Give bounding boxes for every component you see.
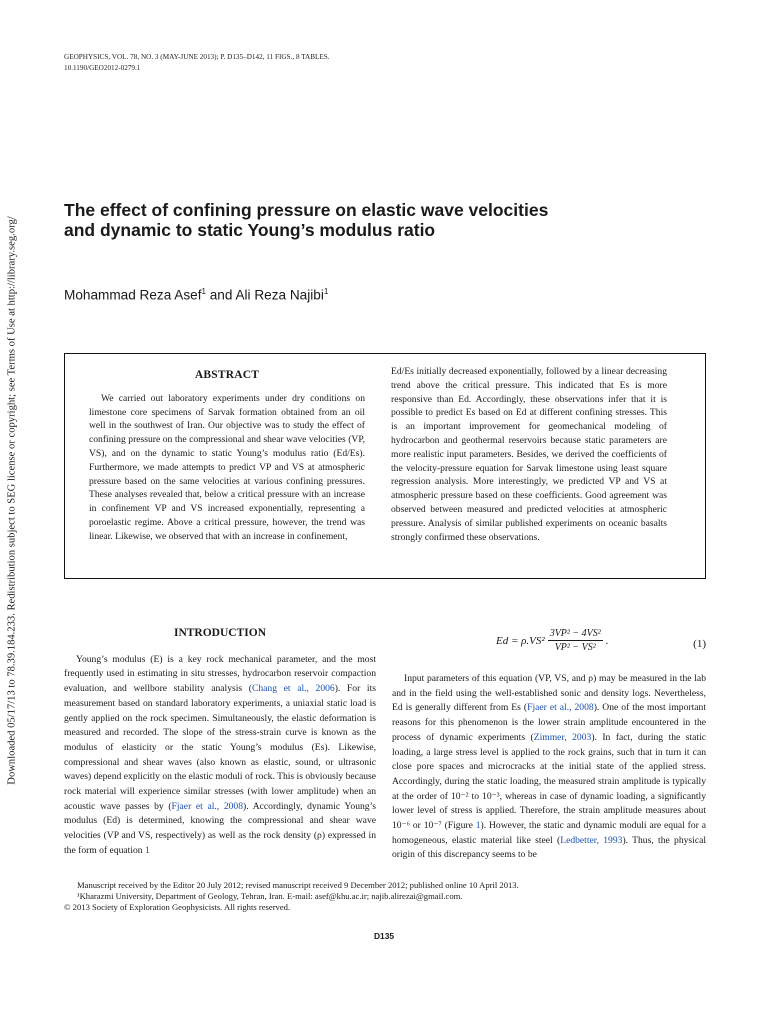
journal-header [64,52,330,74]
body-text: ). Accordingly, dynamic Young’s modulus (Ed) is determined, knowing the compressional and shear wave velocities (VP and VS, respectively) as well as the rock density (ρ) expressed in the form of equation [64,800,376,856]
author-name: Ali Reza Najibi [235,287,324,303]
introduction-column [64,626,376,859]
equation-body [496,628,609,653]
affiliation-marker: 1 [201,287,206,296]
equation-denominator: VP² − VS² [554,642,596,653]
body-text: ). In fact, during the static loading, a large stress level is applied to the rock grains, such that in turn it can close pore spaces and microcracks at the initial state of the applied stress. Accordingly, during the static loading, the measured strain amplitude is typically at the order of 10⁻² to 10⁻³, whereas in case of dynamic loading, a significantly lower level of stress is applied. Therefore, the strain amplitude measures about 10⁻⁶ or 10⁻⁷ (Figure [392,731,706,832]
body-text: ). However, the static and dynamic moduli are equal for a homogeneous, elastic material like steel ( [392,820,706,846]
affiliation-note: ¹Kharazmi University, Department of Geology, Tehran, Iran. E-mail: asef@khu.ac.ir; najib.alirezai@gmail.com. [77,891,463,902]
affiliation-marker: 1 [323,287,329,296]
title-line-2: and dynamic to static Young’s modulus ratio [64,220,436,240]
equation-lhs: Ed = ρ.VS² [496,634,545,647]
abstract-heading: ABSTRACT [194,369,260,381]
author-list [64,287,328,303]
right-body-paragraph [392,672,706,863]
author-name: Mohammad Reza Asef [64,287,202,303]
figure-link[interactable]: 1 [475,820,481,832]
introduction-heading: INTRODUCTION [173,627,266,639]
body-text: ). One of the most important reasons for this phenomenon is the lower strain amplitude encountered in the process of dynamic experiments ( [392,702,706,743]
equation-link[interactable]: 1 [145,844,150,856]
author-connector: and [205,287,236,303]
equation-number: (1) [693,638,706,650]
abstract-left-column [89,365,365,544]
body-text: Young’s modulus (E) is a key rock mechanical parameter, and the most frequently used in estimating in situ stresses, hydrocarbon reservoir compaction evaluation, and wellbore stability analysis ( [64,653,376,695]
citation-link[interactable]: Ledbetter, 1993 [560,834,623,846]
abstract-box [64,353,706,579]
right-body-column [392,672,706,863]
body-text: ). For its measurement based on standard laboratory experiments, a uniaxial static load is gently applied on the rock specimen. Simultaneously, the elastic deformation is measured and recorded. The slope of the stress-strain curve is known as the modulus of elasticity or the static Young’s modulus (Es). Likewise, compressional and shear waves (also known as elastic, sound, or ultrasonic waves) depend explicitly on the elastic moduli of rock. This is obviously because rock material will experience similar stresses (with lower amplitude) when an acoustic wave passes by ( [64,683,376,812]
equation-numerator: 3VP² − 4VS² [549,628,601,639]
footnotes [64,880,704,914]
introduction-paragraph [64,653,376,859]
copyright-notice: © 2013 Society of Exploration Geophysicists. All rights reserved. [64,902,291,913]
paper-title [64,200,704,240]
equation-fraction [548,628,603,653]
body-text: ). Thus, the physical origin of this discrepancy seems to be [392,834,706,861]
citation-link[interactable]: Zimmer, 2003 [533,731,592,743]
citation-link[interactable]: Chang et al., 2006 [251,683,335,695]
doi: 10.1190/GEO2012-0279.1 [64,64,141,72]
abstract-text-left: We carried out laboratory experiments under dry conditions on limestone core specimens of Sarvak formation obtained from an oil well in the southwest of Iran. Our objective was to study the effect of confining pressure on the compressional and shear wave velocities (VP, VS), and on the dynamic to static Young’s modulus ratio (Ed/Es). Furthermore, we made attempts to predict VP and VS at atmospheric pressure based on the same velocities at various confining pressures. These analyses revealed that, below a critical pressure with an increase in confinement VP and VS increased exponentially, representing a poroelastic regime. Above a critical pressure, however, the trend was linear. Likewise, we observed that with an increase in confinement, [89,392,365,542]
download-notice [4,150,20,850]
page-number: D135 [373,931,395,941]
abstract-text-right: Ed/Es initially decreased exponentially, followed by a linear decreasing trend above the critical pressure. This indicated that Es is more responsive than Ed. Accordingly, these observations infer that it is possible to predict Es based on Ed at different confining stresses. This is an important improvement for geomechanical modeling of hydrocarbon and geothermal reservoirs because static parameters are more realistic input parameters. Besides, we derived the coefficients of the velocity-pressure equation for Sarvak limestone using least square regression analysis. More interestingly, we predicted VP and VS at atmospheric pressure based on these coefficients. Good agreement was observed between measured and predicted velocities at atmospheric pressure. Analysis of similar published experiments on oceanic basalts strongly confirmed these observations. [391,366,667,543]
download-notice-text: Downloaded 05/17/13 to 78.39.184.233. Redistribution subject to SEG license or copyright; see Terms of Use at http://library.seg.org/ [6,215,18,785]
equation-period: . [605,634,609,647]
equation-1 [392,624,706,664]
manuscript-dates: Manuscript received by the Editor 20 July 2012; revised manuscript received 9 December 2012; published online 10 April 2013. [77,880,519,890]
citation-link[interactable]: Fjaer et al., 2008 [171,800,244,812]
citation-link[interactable]: Fjaer et al., 2008 [527,702,594,714]
body-text: Input parameters of this equation (VP, VS, and ρ) may be measured in the lab and in the field using the well-established sonic and density logs. Nevertheless, Ed is generally different from Es ( [392,673,706,714]
title-line-1: The effect of confining pressure on elastic wave velocities [64,200,549,220]
abstract-right-column [391,365,667,544]
journal-citation: GEOPHYSICS, VOL. 78, NO. 3 (MAY-JUNE 2013); P. D135–D142, 11 FIGS., 8 TABLES. [64,53,330,61]
